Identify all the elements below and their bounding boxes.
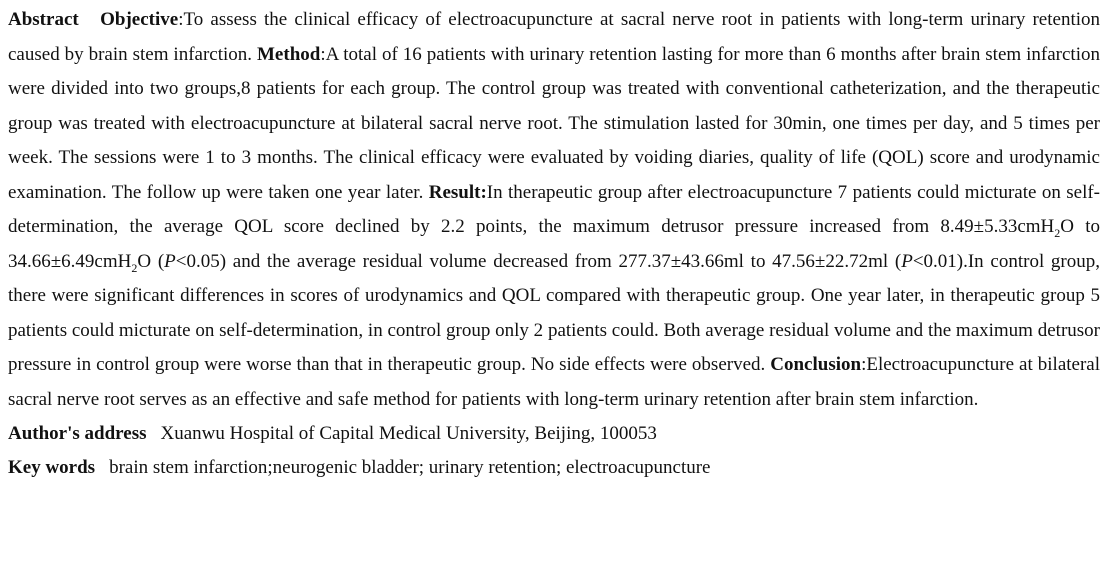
result-text-1: In therapeutic group after electroacupuncture 7 patients could micturate on self-determination, the average QOL score declined by 2.2 points, the maximum detrusor pressure increased from 8.49±5.33cmH: [8, 181, 1101, 237]
method-label: Method: [257, 43, 321, 65]
method-text: A total of 16 patients with urinary retention lasting for more than 6 months after brain stem infarction were divided into two groups,8 patients for each group. The control group was treated with conventional catheterization, and the therapeutic group was treated with electroacupuncture at bilateral sacral nerve root. The stimulation lasted for 30min, one times per day, and 5 times per week. The sessions were 1 to 3 months. The clinical efficacy were evaluated by voiding diaries, quality of life (QOL) score and urodynamic examination. The follow up were taken one year later.: [8, 43, 1100, 203]
conclusion-separator: :: [861, 354, 867, 375]
author-address-line: [8, 417, 1100, 451]
result-text-2: O to 34.66±6.49cmH: [8, 216, 1101, 272]
author-address-label: Author's address: [8, 423, 147, 444]
method-separator: :: [320, 43, 326, 65]
keywords-text: brain stem infarction;neurogenic bladder; urinary retention; electroacupuncture: [109, 457, 711, 478]
result-text-4: <0.05) and the average residual volume decreased from 277.37±43.66ml to 47.56±22.72ml (: [175, 250, 902, 272]
abstract-heading: Abstract: [8, 9, 79, 30]
p-value-label: P: [901, 250, 913, 272]
p-value-label: P: [164, 250, 176, 272]
author-address-text: Xuanwu Hospital of Capital Medical University, Beijing, 100053: [160, 423, 657, 444]
objective-text: To assess the clinical efficacy of electroacupuncture at sacral nerve root in patients with long-term urinary retention caused by brain stem infarction.: [8, 9, 1100, 65]
abstract-paragraph: [8, 3, 1100, 417]
result-text-3: O (: [137, 250, 165, 272]
conclusion-label: Conclusion: [770, 354, 862, 375]
result-text-5: <0.01).In control group, there were significant differences in scores of urodynamics and QOL compared with therapeutic group. One year later, in therapeutic group 5 patients could micturate on self-determination, in control group only 2 patients could. Both average residual volume and the maximum detrusor pressure in control group were worse than that in therapeutic group. No side effects were observed.: [8, 250, 1101, 375]
objective-separator: :: [178, 9, 184, 30]
subscript-2: 2: [131, 260, 138, 275]
subscript-2: 2: [1054, 225, 1061, 240]
objective-label: Objective: [100, 9, 179, 30]
keywords-label: Key words: [8, 457, 96, 478]
conclusion-text: Electroacupuncture at bilateral sacral nerve root serves as an effective and safe method for patients with long-term urinary retention after brain stem infarction.: [8, 354, 1100, 410]
result-label: Result:: [428, 181, 487, 203]
keywords-line: [8, 451, 1100, 485]
